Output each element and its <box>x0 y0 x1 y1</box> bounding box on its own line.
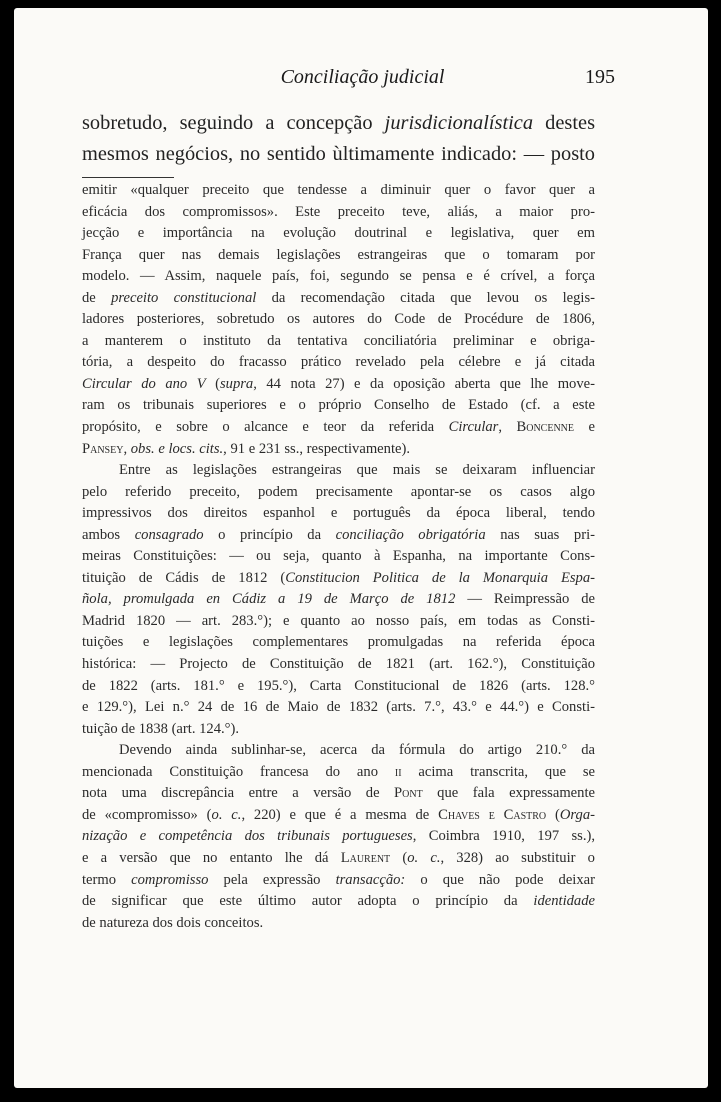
text-line <box>82 180 595 202</box>
small-caps-name: Pansey <box>82 440 124 457</box>
italic-text: o. c. <box>407 849 441 866</box>
text-run: e a versão que no entanto lhe dá <box>82 849 341 866</box>
text-line <box>82 913 595 935</box>
footnote-paragraph <box>82 460 595 740</box>
text-run: , <box>498 419 517 436</box>
text-line <box>82 266 595 288</box>
text-line <box>82 331 595 353</box>
text-line <box>82 632 595 654</box>
text-run: — Reimpressão de <box>455 591 595 608</box>
text-run: histórica: — Projecto de Constituição de 1821 (art. 162.°), Constituição <box>82 656 595 673</box>
italic-text: nização e competência dos tribunais portugueses <box>82 828 413 845</box>
italic-text: Constitucion Politica de la Monarquia Espa- <box>285 569 595 586</box>
text-run: jecção e importância na evolução doutrinal e legislativa, quer em <box>82 225 595 242</box>
italic-text: transacção: <box>335 871 406 888</box>
text-line <box>82 740 595 762</box>
text-run: , <box>123 440 131 457</box>
text-run: e 129.°), Lei n.° 24 de 16 de Maio de 1832 (arts. 7.°, 43.° e 44.°) e Consti- <box>82 699 595 716</box>
text-run: o princípio da <box>203 526 336 543</box>
text-run: acima transcrita, que se <box>401 763 595 780</box>
text-line <box>82 783 595 805</box>
footnote-rule <box>82 177 174 178</box>
text-line <box>82 352 595 374</box>
text-run: mencionada Constituição francesa do ano <box>82 763 395 780</box>
text-run: ladores posteriores, sobretudo os autores do Code de Procédure de 1806, <box>82 311 595 328</box>
text-run: tuições e legislações complementares promulgadas na referida época <box>82 634 595 651</box>
text-line <box>82 139 595 170</box>
text-run: França quer nas demais legislações estrangeiras que o tomaram por <box>82 246 595 263</box>
italic-text: consagrado <box>134 526 204 543</box>
text-line <box>82 460 595 482</box>
italic-text: Circular <box>448 419 499 436</box>
italic-text: Orga- <box>559 806 596 823</box>
text-run: ( <box>205 375 220 392</box>
text-run: sobretudo, seguindo a concepção <box>82 112 385 134</box>
text-run: termo <box>82 871 132 888</box>
main-text-continuation <box>82 108 595 170</box>
text-line <box>82 719 595 741</box>
italic-text: jurisdicionalística <box>384 112 534 134</box>
italic-text: identidade <box>533 893 595 910</box>
italic-text: preceito constitucional <box>111 289 257 306</box>
text-run: ram os tribunais superiores e o próprio Conselho de Estado (cf. a este <box>82 397 595 414</box>
text-line <box>82 108 595 139</box>
text-line <box>82 223 595 245</box>
footnote-paragraph <box>82 740 595 934</box>
text-line <box>82 525 595 547</box>
text-run: de significar que este último autor adopta o princípio da <box>82 893 534 910</box>
text-run: modelo. — Assim, naquele país, foi, segundo se pensa e é crível, a força <box>82 268 595 285</box>
italic-text: conciliação obrigatória <box>335 526 486 543</box>
italic-text: obs. e locs. cits. <box>130 440 224 457</box>
text-line <box>82 654 595 676</box>
text-line <box>82 697 595 719</box>
text-line <box>82 611 595 633</box>
footnote-paragraph <box>82 180 595 460</box>
text-line <box>82 309 595 331</box>
text-run: , 220) e que é a mesma de <box>241 806 439 823</box>
text-run: propósito, e sobre o alcance e teor da referida <box>82 419 449 436</box>
text-run: Entre as legislações estrangeiras que mais se deixaram influenciar <box>119 462 595 479</box>
text-line <box>82 870 595 892</box>
text-run: tituição de Cádis de 1812 ( <box>82 569 286 586</box>
text-run: de 1822 (arts. 181.° e 195.°), Carta Constitucional de 1826 (arts. 128.° <box>82 677 595 694</box>
text-run: o que não pode deixar <box>405 871 595 888</box>
text-line <box>82 288 595 310</box>
text-run: pela expressão <box>208 871 336 888</box>
text-run: mesmos negócios, no sentido ùltimamente indicado: — posto <box>82 143 595 165</box>
italic-text: ñola, promulgada en Cádiz a 19 de Março de 1812 <box>82 591 456 608</box>
text-line <box>82 482 595 504</box>
text-run: ( <box>390 849 408 866</box>
text-line <box>82 891 595 913</box>
text-run: tuição de 1838 (art. 124.°). <box>82 720 239 737</box>
small-caps-name: Laurent <box>340 849 391 866</box>
chapter-title: Conciliação judicial <box>280 66 445 88</box>
text-line <box>82 805 595 827</box>
text-run: de «compromisso» ( <box>82 806 212 823</box>
text-run: pelo referido preceito, podem precisamente apontar-se os casos algo <box>82 483 595 500</box>
italic-text: Circular do ano V <box>82 375 206 392</box>
text-line <box>82 439 595 461</box>
text-line <box>82 676 595 698</box>
text-run: , Coimbra 1910, 197 ss.), <box>412 828 595 845</box>
text-run: que fala expressamente <box>422 785 595 802</box>
text-run: Devendo ainda sublinhar-se, acerca da fórmula do artigo 210.° da <box>119 742 595 759</box>
text-run: , 328) ao substituir o <box>440 849 595 866</box>
footnote-text <box>82 180 595 934</box>
text-run: e <box>574 419 595 436</box>
text-line <box>82 417 595 439</box>
text-run: tória, a despeito do fracasso prático revelado pela célebre e já citada <box>82 354 595 371</box>
text-line <box>82 568 595 590</box>
text-line <box>82 546 595 568</box>
small-caps-name: Chaves e Castro <box>438 806 547 823</box>
text-run: de natureza dos dois conceitos. <box>82 914 264 931</box>
text-run: destes <box>533 112 595 134</box>
text-run: nota uma discrepância entre a versão de <box>82 785 395 802</box>
italic-text: o. c. <box>211 806 242 823</box>
page-number: 195 <box>585 66 615 88</box>
text-line <box>82 826 595 848</box>
small-caps-name: ii <box>394 763 402 780</box>
text-run: emitir «qualquer preceito que tendesse a diminuir quer o favor quer a <box>82 182 595 198</box>
small-caps-name: Boncenne <box>516 419 575 436</box>
text-run: , 91 e 231 ss., respectivamente). <box>223 440 410 457</box>
small-caps-name: Pont <box>394 785 423 802</box>
text-run: Madrid 1820 — art. 283.°); e quanto ao nosso país, em todas as Consti- <box>82 612 595 629</box>
text-line <box>82 503 595 525</box>
text-run: de <box>82 289 112 306</box>
text-run: meiras Constituições: — ou seja, quanto à Espanha, na importante Cons- <box>82 548 595 565</box>
text-run: impressivos dos direitos espanhol e português da época liberal, tendo <box>82 505 595 522</box>
text-run: ( <box>546 806 560 823</box>
text-line <box>82 395 595 417</box>
text-run: , 44 nota 27) e da oposição aberta que lhe move- <box>253 375 595 392</box>
italic-text: compromisso <box>131 871 209 888</box>
text-line <box>82 762 595 784</box>
text-run: ambos <box>82 526 135 543</box>
text-run: eficácia dos compromissos». Este preceito teve, aliás, a maior pro- <box>82 203 595 220</box>
text-run: nas suas pri- <box>485 526 595 543</box>
text-line <box>82 374 595 396</box>
text-line <box>82 848 595 870</box>
text-run: a manterem o instituto da tentativa conciliatória preliminar e obriga- <box>82 332 595 349</box>
italic-text: supra <box>219 375 254 392</box>
text-line <box>82 589 595 611</box>
text-line <box>82 245 595 267</box>
text-line <box>82 202 595 224</box>
running-head <box>80 66 615 94</box>
text-run: da recomendação citada que levou os legis- <box>256 289 595 306</box>
